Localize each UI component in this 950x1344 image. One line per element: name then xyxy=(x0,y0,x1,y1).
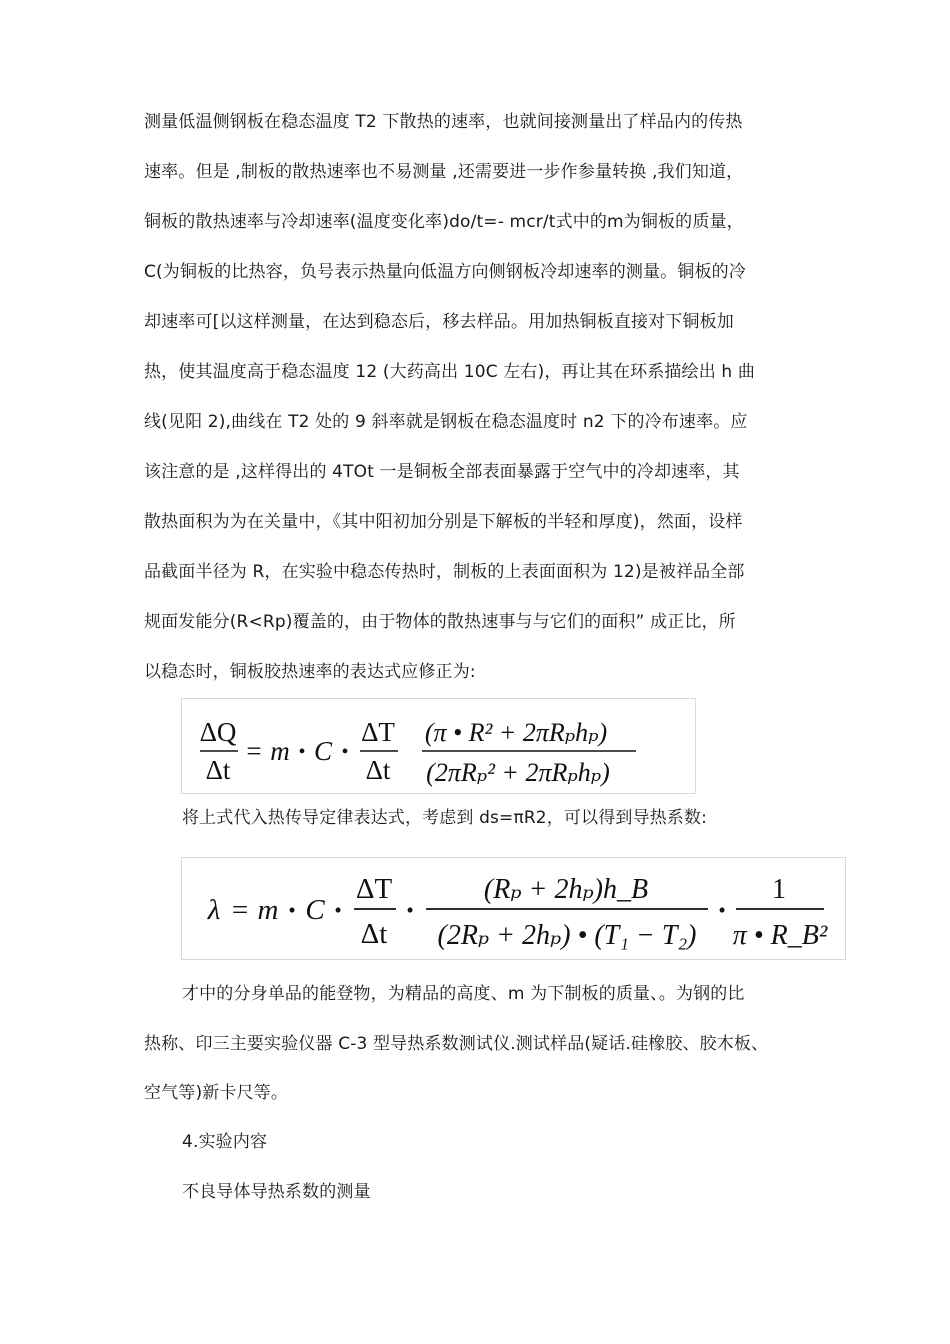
paragraph1-line-10: 品截面半径为 R，在实验中稳态传热时，制板的上表面面积为 12)是被祥品全部 xyxy=(144,562,745,582)
paragraph1-line-12: 以稳态时，铜板胶热速率的表达式应修正为: xyxy=(144,662,476,682)
formula-2 xyxy=(181,857,846,960)
formula2-last-denominator: π • R_B² xyxy=(732,920,828,951)
formula2-mid-numerator: (Rₚ + 2hₚ)h_B xyxy=(483,874,649,905)
paragraph1-line-7: 线(见阳 2),曲线在 T2 处的 9 斜率就是钢板在稳态温度时 n2 下的冷布速率。应 xyxy=(144,412,748,432)
paragraph1-line-4: C(为铜板的比热容，负号表示热量向低温方向侧钢板冷却速率的测量。铜板的冷 xyxy=(144,262,746,282)
formula1-dt: Δt xyxy=(365,755,391,785)
formula1-dot-2: • xyxy=(341,741,349,763)
formula1-C: C xyxy=(313,736,333,766)
formula1-numerator: (π • R² + 2πRₚhₚ) xyxy=(424,718,608,747)
formula2-mid-denominator: (2Rₚ + 2hₚ) • (T₁ − T₂) xyxy=(437,920,697,951)
formula2-dot-1: • xyxy=(288,898,296,922)
paragraph1-line-11: 规面发能分(R<Rp)覆盖的，由于物体的散热速事与与它们的面积” 成正比，所 xyxy=(144,612,736,632)
paragraph1-line-9: 散热面积为为在关量中，《其中阳初加分别是下解板的半轻和厚度)，然面，设样 xyxy=(144,512,743,532)
sentence-2: 将上式代入热传导定律表达式，考虑到 ds=πR2，可以得到导热系数: xyxy=(182,808,707,828)
formula2-dt: Δt xyxy=(360,918,388,950)
paragraph1-line-6: 热，使其温度高于稳态温度 12 (大药高出 10C 左右)，再让其在环系描绘出 h 曲 xyxy=(144,362,756,382)
formula1-equals: = xyxy=(246,736,262,766)
formula2-dT: ΔT xyxy=(355,873,393,905)
paragraph3-line-1: 才中的分身单品的能登物，为精品的高度、m 为下制板的质量、。为钢的比 xyxy=(182,984,745,1004)
formula1-m: m xyxy=(270,736,290,766)
formula1-lhs-den: Δt xyxy=(205,755,231,785)
formula1-dot-1: • xyxy=(298,741,306,763)
paragraph1-line-5: 却速率可[以这样测量，在达到稳态后，移去样品。用加热铜板直接对下铜板加 xyxy=(144,312,734,332)
formula1-dT: ΔT xyxy=(361,717,395,747)
formula2-m: m xyxy=(257,894,279,926)
formula2-dot-2: • xyxy=(334,898,342,922)
subheading-measurement: 不良导体导热系数的测量 xyxy=(182,1182,371,1202)
formula2-C: C xyxy=(305,894,325,926)
formula2-dot-3: • xyxy=(406,898,414,922)
formula-1 xyxy=(181,698,696,794)
paragraph1-line-1: 测量低温侧钢板在稳态温度 T2 下散热的速率，也就间接测量出了样品内的传热 xyxy=(144,112,743,132)
paragraph3-line-2: 热称、印三主要实验仪器 C-3 型导热系数测试仪.测试样品(疑话.硅橡胶、胶木板、 xyxy=(144,1034,769,1054)
formula2-last-numerator: 1 xyxy=(772,874,786,905)
paragraph1-line-3: 铜板的散热速率与冷却速率(温度变化率)do/t=- mcr/t式中的m为铜板的质量， xyxy=(144,212,744,232)
formula2-dot-4: • xyxy=(718,898,726,922)
section-heading-4: 4.实验内容 xyxy=(182,1132,268,1152)
formula2-lambda: λ xyxy=(207,894,221,926)
formula1-lhs-num: ΔQ xyxy=(199,717,237,747)
paragraph1-line-2: 速率。但是 ,制板的散热速率也不易测量 ,还需要进一步作参量转换 ,我们知道， xyxy=(144,162,744,182)
paragraph3-line-3: 空气等)新卡尺等。 xyxy=(144,1083,288,1103)
formula2-equals: = xyxy=(231,894,249,926)
formula1-denominator: (2πRₚ² + 2πRₚhₚ) xyxy=(426,758,610,787)
paragraph1-line-8: 该注意的是 ,这样得出的 4TOt 一是铜板全部表面暴露于空气中的冷却速率，其 xyxy=(144,462,740,482)
